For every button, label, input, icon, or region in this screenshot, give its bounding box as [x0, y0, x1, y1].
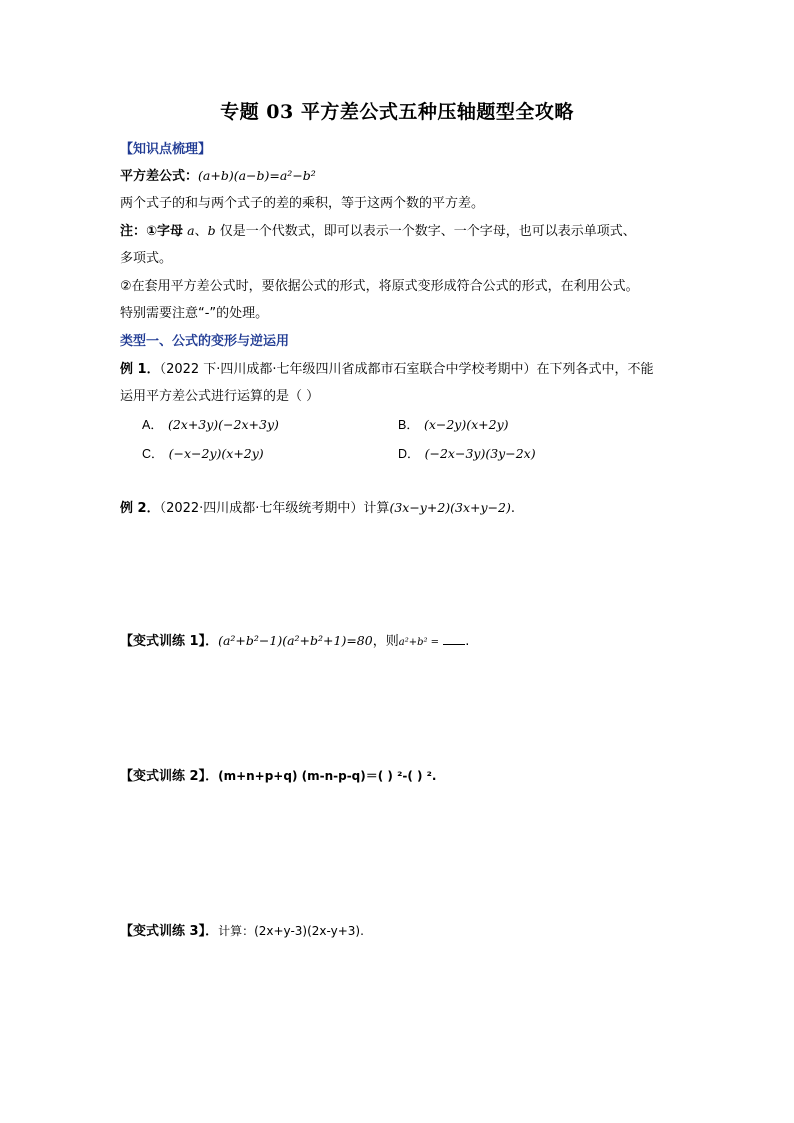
example-2-end: . [510, 501, 516, 516]
formula-label: 平方差公式： [120, 169, 199, 184]
note-sep: 、 [194, 224, 208, 239]
example-2-expr: (3x−y+2)(3x+y−2) [389, 500, 511, 515]
type1-header: 类型一、公式的变形与逆运用 [120, 334, 290, 349]
option-a-expr: (2x+3y)(−2x+3y) [167, 417, 279, 432]
example-2 [120, 497, 515, 516]
note-2: ②在套用平方差公式时，要依据公式的形式，将原式变形成符合公式的形式，在利用公式。 [120, 279, 639, 294]
option-b-label: B． [398, 418, 419, 432]
option-c-label: C． [142, 447, 164, 461]
training-2-label: 【变式训练 2】． [120, 769, 219, 784]
note-1-rest: 仅是一个代数式，即可以表示一个数字、一个字母，也可以表示单项式、 [219, 224, 636, 239]
example-1-text: （2022 下·四川成都·七年级四川省成都市石室联合中学校考期中）在下列各式中，不能 [159, 362, 654, 377]
formula-description: 两个式子的和与两个式子的差的乘积，等于这两个数的平方差。 [120, 196, 485, 211]
knowledge-header: 【知识点梳理】 [120, 142, 212, 157]
training-3 [120, 920, 364, 939]
formula-expression: (a+b)(a−b)=a²−b² [198, 168, 316, 183]
training-1-expr2: a²+b² = [398, 637, 440, 648]
option-a-label: A． [142, 418, 163, 432]
note-1-continued: 多项式。 [120, 251, 173, 266]
training-1-mid: ，则 [372, 634, 399, 649]
example-2-label: 例 2． [120, 501, 160, 516]
training-2 [120, 765, 436, 784]
training-2-text: (m+n+p+q) (m-n-p-q)＝( ) ²-( ) ². [218, 769, 437, 783]
note-1 [120, 220, 636, 239]
option-b-expr: (x−2y)(x+2y) [423, 417, 509, 432]
training-1-label: 【变式训练 1】． [120, 634, 219, 649]
training-1-expr: (a²+b²−1)(a²+b²+1)=80 [218, 633, 373, 648]
option-a [142, 414, 279, 433]
note-1-prefix: 注：①字母 [120, 224, 184, 239]
training-3-label: 【变式训练 3】． [120, 924, 219, 939]
option-b [398, 414, 509, 433]
note-var-a: a [187, 223, 195, 238]
example-1-line1 [120, 358, 654, 377]
training-1 [120, 630, 469, 649]
option-d-label: D． [398, 447, 420, 461]
page-title: 专题 03 平方差公式五种压轴题型全攻略 [220, 101, 574, 123]
answer-blank [443, 633, 465, 645]
example-1-label: 例 1． [120, 362, 160, 377]
example-1-line2: 运用平方差公式进行运算的是（ ） [120, 389, 320, 404]
option-c-expr: (−x−2y)(x+2y) [168, 446, 264, 461]
note-var-b: b [207, 223, 216, 238]
training-1-end: . [465, 634, 470, 649]
option-c [142, 443, 264, 462]
training-3-text: 计算：(2x+y-3)(2x-y+3). [218, 924, 364, 938]
note-3: 特别需要注意“-”的处理。 [120, 306, 269, 321]
option-d-expr: (−2x−3y)(3y−2x) [424, 446, 536, 461]
option-d [398, 443, 536, 462]
example-2-text: （2022·四川成都·七年级统考期中）计算 [159, 501, 390, 516]
formula-line [120, 165, 316, 184]
